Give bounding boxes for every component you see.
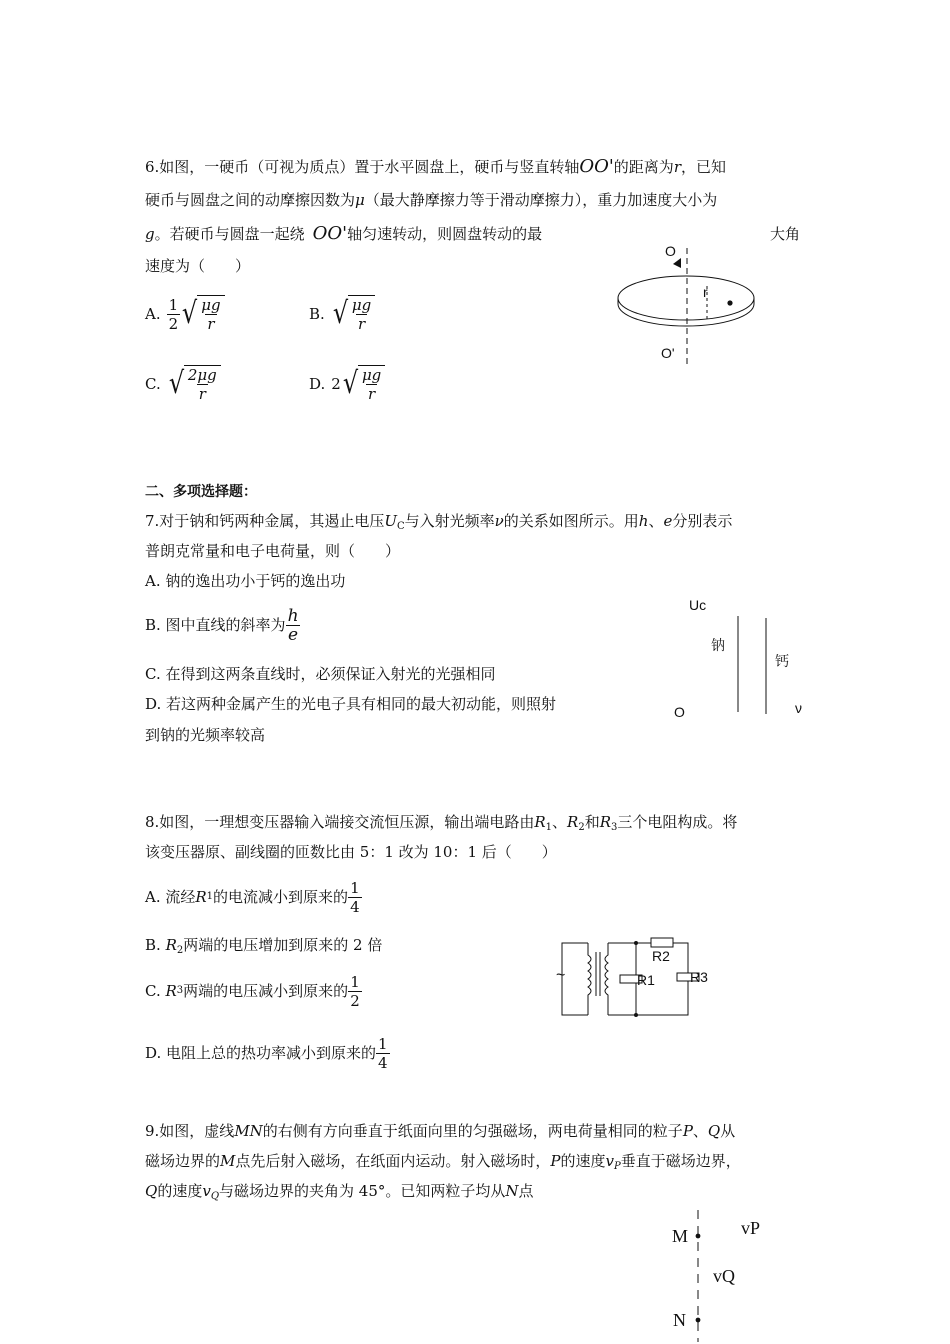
option-text: 两端的电压增加到原来的 2 倍 bbox=[183, 936, 383, 954]
q6-line3-tail bbox=[770, 224, 800, 244]
q6-option-a bbox=[145, 290, 225, 338]
q8-option-a bbox=[145, 874, 362, 920]
q9-line2 bbox=[145, 1151, 741, 1177]
q9-text: 从 bbox=[720, 1122, 736, 1140]
q6-line4 bbox=[145, 256, 250, 276]
var-MN: MN bbox=[234, 1122, 263, 1140]
var-g: g bbox=[145, 225, 155, 243]
var-r: r bbox=[673, 158, 681, 176]
var-e: e bbox=[663, 512, 673, 530]
var-h: h bbox=[638, 512, 649, 530]
numerator: 1 bbox=[350, 878, 360, 897]
denominator: 2 bbox=[350, 991, 360, 1010]
q7-text: 普朗克常量和电子电荷量，则（ ） bbox=[145, 542, 401, 560]
separator: 、 bbox=[692, 1122, 708, 1140]
graph-label-calcium: 钙 bbox=[775, 654, 789, 670]
q7-option-b bbox=[145, 602, 301, 648]
q9-text: 9.如图，虚线 bbox=[145, 1122, 235, 1140]
point-n bbox=[696, 1318, 701, 1323]
q7-text: 7.对于钠和钙两种金属，其遏止电压 bbox=[145, 512, 385, 530]
secondary-coil bbox=[605, 943, 608, 1015]
option-text: B. bbox=[145, 936, 161, 954]
q8-option-d bbox=[145, 1030, 390, 1076]
denominator: 4 bbox=[350, 897, 360, 916]
numerator: μg bbox=[201, 296, 221, 314]
fig-label-r: r bbox=[703, 284, 708, 300]
fraction bbox=[376, 1035, 390, 1072]
subscript: P bbox=[613, 1161, 621, 1172]
option-text: 的电流减小到原来的 bbox=[213, 888, 349, 906]
numerator: 1 bbox=[168, 295, 179, 314]
ac-source-icon: ~ bbox=[556, 967, 566, 984]
q9-text: 的速度 bbox=[560, 1152, 606, 1170]
graph-label-uc: Uc bbox=[689, 597, 707, 613]
var-N: N bbox=[505, 1182, 519, 1200]
radical-icon: √ bbox=[168, 366, 184, 401]
q6-text: 6.如图，一硬币（可视为质点）置于水平圆盘上，硬币与竖直转轴 bbox=[145, 158, 580, 176]
label-n: N bbox=[673, 1310, 686, 1330]
q6-text: 。若硬币与圆盘一起绕 bbox=[154, 225, 305, 243]
rotation-arrow-icon bbox=[673, 258, 681, 268]
var-R: R bbox=[195, 888, 207, 906]
q6-line1 bbox=[145, 157, 726, 177]
q6-option-c bbox=[145, 360, 221, 408]
junction-dot bbox=[634, 1013, 638, 1017]
junction-dot bbox=[634, 941, 638, 945]
disk-top bbox=[618, 276, 754, 320]
fig-label-O: O bbox=[665, 243, 676, 259]
q7-option-a: A. 钠的逸出功小于钙的逸出功 bbox=[145, 572, 346, 590]
fraction bbox=[184, 365, 221, 403]
subscript: 1 bbox=[545, 822, 552, 833]
q6-text: （最大静摩擦力等于滑动摩擦力），重力加速度大小为 bbox=[364, 191, 718, 209]
q7-text: 与入射光频率 bbox=[404, 512, 495, 530]
q8-text: 三个电阻构成。将 bbox=[617, 813, 738, 831]
subscript: Q bbox=[210, 1191, 220, 1202]
disk-edge bbox=[618, 298, 754, 326]
q9-text: 与磁场边界的夹角为 45°。已知两粒子均从 bbox=[219, 1182, 506, 1200]
q9-line3 bbox=[145, 1181, 534, 1207]
q7-text: 的关系如图所示。用 bbox=[503, 512, 639, 530]
q7-line2 bbox=[145, 541, 400, 561]
label-vq: vQ bbox=[713, 1266, 735, 1286]
q8-line2: 该变压器原、副线圈的匝数比由 5：1 改为 10：1 后（ ） bbox=[145, 843, 557, 861]
radical-icon: √ bbox=[342, 366, 359, 401]
denominator: r bbox=[198, 385, 206, 403]
subscript: C bbox=[396, 521, 405, 532]
denominator: r bbox=[207, 315, 215, 333]
var-R: R bbox=[165, 936, 177, 954]
option-label: B. bbox=[309, 305, 325, 323]
var-nu: ν bbox=[494, 512, 504, 530]
var-R: R bbox=[165, 982, 177, 1000]
option-text: A. 流经 bbox=[145, 888, 196, 906]
q9-text: 的右侧有方向垂直于纸面向里的匀强磁场，两电荷量相同的粒子 bbox=[262, 1122, 683, 1140]
subscript: 1 bbox=[206, 891, 214, 902]
label-r3: R3 bbox=[690, 969, 708, 985]
q6-option-d bbox=[309, 360, 385, 408]
separator: 、 bbox=[552, 813, 568, 831]
subscript: 2 bbox=[578, 822, 585, 833]
var-P: P bbox=[550, 1152, 561, 1170]
sqrt bbox=[331, 295, 375, 333]
sqrt bbox=[180, 295, 224, 333]
q6-line2 bbox=[145, 190, 717, 210]
q9-field-figure bbox=[690, 1208, 710, 1344]
var-v: v bbox=[202, 1182, 211, 1200]
numerator: μg bbox=[361, 366, 382, 384]
option-text: B. 图中直线的斜率为 bbox=[145, 616, 286, 634]
q6-text: ，已知 bbox=[680, 158, 726, 176]
denominator: r bbox=[358, 315, 366, 333]
var-P: P bbox=[682, 1122, 693, 1140]
q7-option-d-line1: D. 若这两种金属产生的光电子具有相同的最大初动能，则照射 bbox=[145, 695, 557, 713]
q7-option-d-line2: 到钠的光频率较高 bbox=[145, 726, 266, 744]
var-U: U bbox=[384, 512, 397, 530]
q8-text: 8.如图，一理想变压器输入端接交流恒压源，输出端电路由 bbox=[145, 813, 535, 831]
numerator: 1 bbox=[378, 1034, 388, 1053]
q8-option-b bbox=[145, 935, 382, 961]
label-r2: R2 bbox=[652, 948, 670, 964]
section-title: 二、多项选择题： bbox=[145, 484, 257, 500]
var-Q: Q bbox=[145, 1182, 158, 1200]
q6-text: 速度为（ ） bbox=[145, 257, 251, 275]
q9-text: 磁场边界的 bbox=[145, 1152, 221, 1170]
var-mu: μ bbox=[355, 191, 365, 209]
option-label: D. bbox=[309, 375, 326, 393]
q6-option-b bbox=[309, 290, 375, 338]
q8-circuit-figure bbox=[550, 930, 710, 1025]
denominator: e bbox=[288, 624, 299, 645]
fraction bbox=[197, 295, 224, 333]
sqrt bbox=[341, 365, 385, 403]
q9-text: 点先后射入磁场，在纸面内运动。射入磁场时， bbox=[235, 1152, 551, 1170]
numerator: 1 bbox=[350, 972, 360, 991]
q6-text: 硬币与圆盘之间的动摩擦因数为 bbox=[145, 191, 356, 209]
fraction bbox=[348, 295, 375, 333]
q8-line1 bbox=[145, 812, 737, 838]
radical-icon: √ bbox=[332, 296, 349, 331]
fraction bbox=[358, 365, 385, 403]
axis-label: OO' bbox=[579, 156, 614, 177]
var-v: v bbox=[605, 1152, 614, 1170]
fig-label-O-prime: O' bbox=[661, 345, 675, 361]
fraction bbox=[167, 296, 181, 333]
q9-line1 bbox=[145, 1121, 735, 1141]
primary-coil bbox=[588, 943, 591, 1015]
q6-text: 大角 bbox=[770, 225, 801, 243]
q6-text: 的距离为 bbox=[613, 158, 674, 176]
option-text: D. 电阻上总的热功率减小到原来的 bbox=[145, 1044, 377, 1062]
fraction bbox=[348, 973, 362, 1010]
option-text: C. bbox=[145, 982, 161, 1000]
q6-line3 bbox=[145, 224, 542, 244]
q7-line1 bbox=[145, 511, 732, 537]
q7-text: 分别表示 bbox=[672, 512, 733, 530]
q7-option-c: C. 在得到这两条直线时，必须保证入射光的光强相同 bbox=[145, 665, 496, 683]
denominator: r bbox=[368, 385, 376, 403]
q8-option-c bbox=[145, 968, 362, 1014]
option-label: C. bbox=[145, 375, 161, 393]
var-R: R bbox=[599, 813, 611, 831]
numerator: h bbox=[287, 605, 299, 626]
q6-disk-figure bbox=[600, 240, 770, 370]
var-R: R bbox=[534, 813, 546, 831]
graph-label-origin: O bbox=[674, 704, 685, 720]
q9-text: 垂直于磁场边界， bbox=[620, 1152, 741, 1170]
var-Q: Q bbox=[707, 1122, 721, 1140]
subscript: 3 bbox=[611, 822, 618, 833]
resistor-r2 bbox=[651, 938, 673, 947]
sqrt bbox=[167, 365, 221, 403]
graph-label-sodium: 钠 bbox=[711, 638, 725, 654]
fraction bbox=[348, 879, 362, 916]
fraction bbox=[286, 607, 301, 644]
point-m bbox=[696, 1234, 701, 1239]
var-R: R bbox=[567, 813, 579, 831]
option-text: 两端的电压减小到原来的 bbox=[183, 982, 349, 1000]
subscript: 2 bbox=[176, 945, 184, 956]
numerator: 2μg bbox=[187, 366, 217, 384]
option-label: A. bbox=[145, 305, 161, 323]
axis-label: OO' bbox=[312, 223, 348, 244]
denominator: 2 bbox=[168, 314, 179, 333]
primary-wire bbox=[562, 943, 588, 1015]
q6-text: 轴匀速转动，则圆盘转动的最 bbox=[347, 225, 543, 243]
denominator: 4 bbox=[378, 1053, 388, 1072]
numerator: μg bbox=[351, 296, 372, 314]
label-m: M bbox=[672, 1226, 689, 1246]
graph-label-nu: ν bbox=[795, 700, 802, 716]
q9-text: 的速度 bbox=[157, 1182, 203, 1200]
subscript: 3 bbox=[176, 985, 184, 996]
label-r1: R1 bbox=[637, 972, 655, 988]
q9-text: 点 bbox=[518, 1182, 534, 1200]
q8-text: 和 bbox=[584, 813, 600, 831]
label-vp: vP bbox=[741, 1218, 761, 1238]
separator: 、 bbox=[648, 512, 664, 530]
var-M: M bbox=[220, 1152, 236, 1170]
coefficient: 2 bbox=[331, 375, 341, 393]
radical-icon: √ bbox=[182, 296, 198, 331]
coin bbox=[727, 300, 732, 305]
